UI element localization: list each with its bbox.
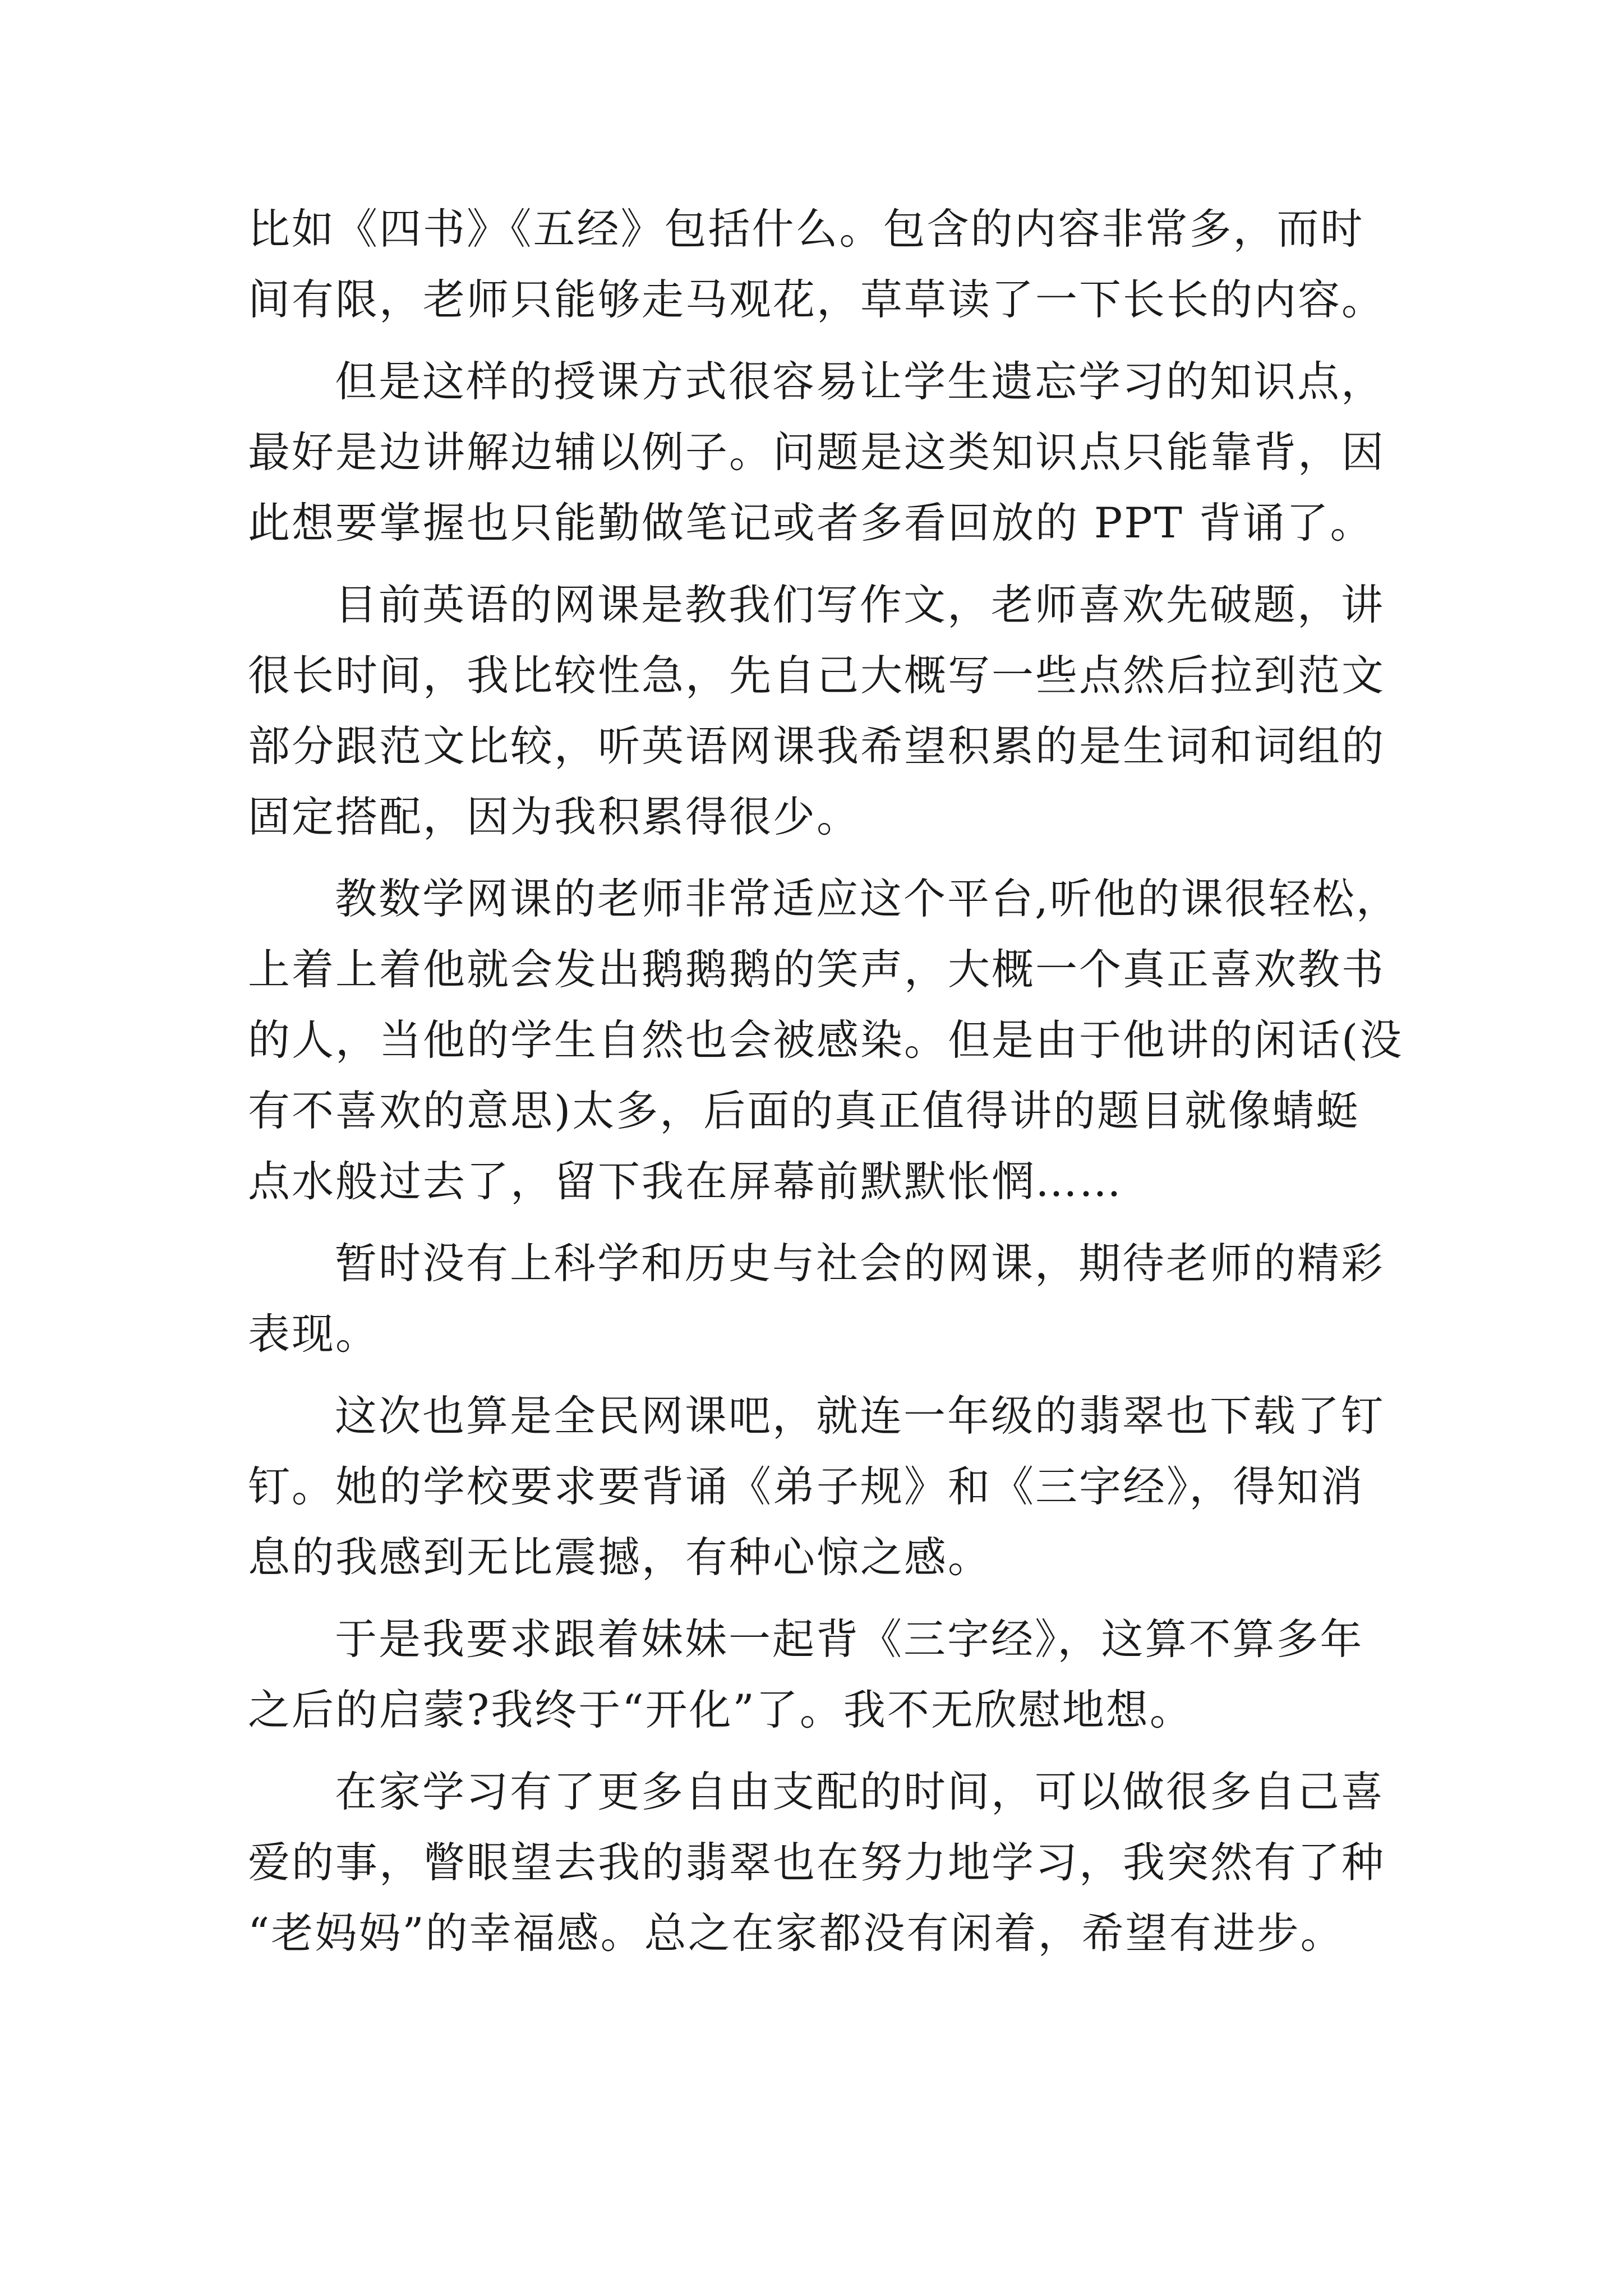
text-line: “老妈妈”的幸福感。总之在家都没有闲着，希望有进步。 bbox=[248, 1908, 1344, 1958]
text-line: 部分跟范文比较，听英语网课我希望积累的是生词和词组的 bbox=[248, 721, 1386, 771]
text-line: 上着上着他就会发出鹅鹅鹅的笑声，大概一个真正喜欢教书 bbox=[248, 945, 1386, 994]
text-line: 很长时间，我比较性急，先自己大概写一些点然后拉到范文 bbox=[248, 651, 1386, 700]
text-line: 比如《四书》《五经》包括什么。包含的内容非常多，而时 bbox=[248, 204, 1364, 254]
text-line: 此想要掌握也只能勤做笔记或者多看回放的 PPT 背诵了。 bbox=[248, 498, 1374, 547]
text-line: 点水般过去了，留下我在屏幕前默默怅惘…… bbox=[248, 1157, 1123, 1206]
paragraph-start-line: 于是我要求跟着妹妹一起背《三字经》，这算不算多年 bbox=[335, 1614, 1364, 1664]
text-line: 最好是边讲解边辅以例子。问题是这类知识点只能靠背，因 bbox=[248, 427, 1386, 477]
text-line: 间有限，老师只能够走马观花，草草读了一下长长的内容。 bbox=[248, 275, 1386, 324]
text-line: 的人，当他的学生自然也会被感染。但是由于他讲的闲话(没 bbox=[248, 1015, 1404, 1065]
paragraph-start-line: 在家学习有了更多自由支配的时间，可以做很多自己喜 bbox=[335, 1767, 1385, 1816]
text-line: 之后的启蒙?我终于“开化”了。我不无欣慰地想。 bbox=[248, 1685, 1193, 1734]
paragraph-start-line: 这次也算是全民网课吧，就连一年级的翡翠也下载了钉 bbox=[335, 1391, 1385, 1441]
text-line: 爱的事，瞥眼望去我的翡翠也在努力地学习，我突然有了种 bbox=[248, 1838, 1386, 1887]
text-line: 表现。 bbox=[248, 1309, 380, 1359]
paragraph-start-line: 但是这样的授课方式很容易让学生遗忘学习的知识点， bbox=[335, 357, 1385, 406]
paragraph-start-line: 暂时没有上科学和历史与社会的网课，期待老师的精彩 bbox=[335, 1239, 1385, 1288]
text-line: 有不喜欢的意思)太多，后面的真正值得讲的题目就像蜻蜓 bbox=[248, 1086, 1360, 1135]
paragraph-start-line: 目前英语的网课是教我们写作文，老师喜欢先破题，讲 bbox=[335, 580, 1385, 629]
text-line: 息的我感到无比震撼，有种心惊之感。 bbox=[248, 1533, 992, 1582]
text-line: 钉。她的学校要求要背诵《弟子规》和《三字经》，得知消 bbox=[248, 1462, 1364, 1511]
text-line: 固定搭配，因为我积累得很少。 bbox=[248, 792, 861, 841]
paragraph-start-line: 教数学网课的老师非常适应这个平台,听他的课很轻松， bbox=[335, 874, 1400, 923]
